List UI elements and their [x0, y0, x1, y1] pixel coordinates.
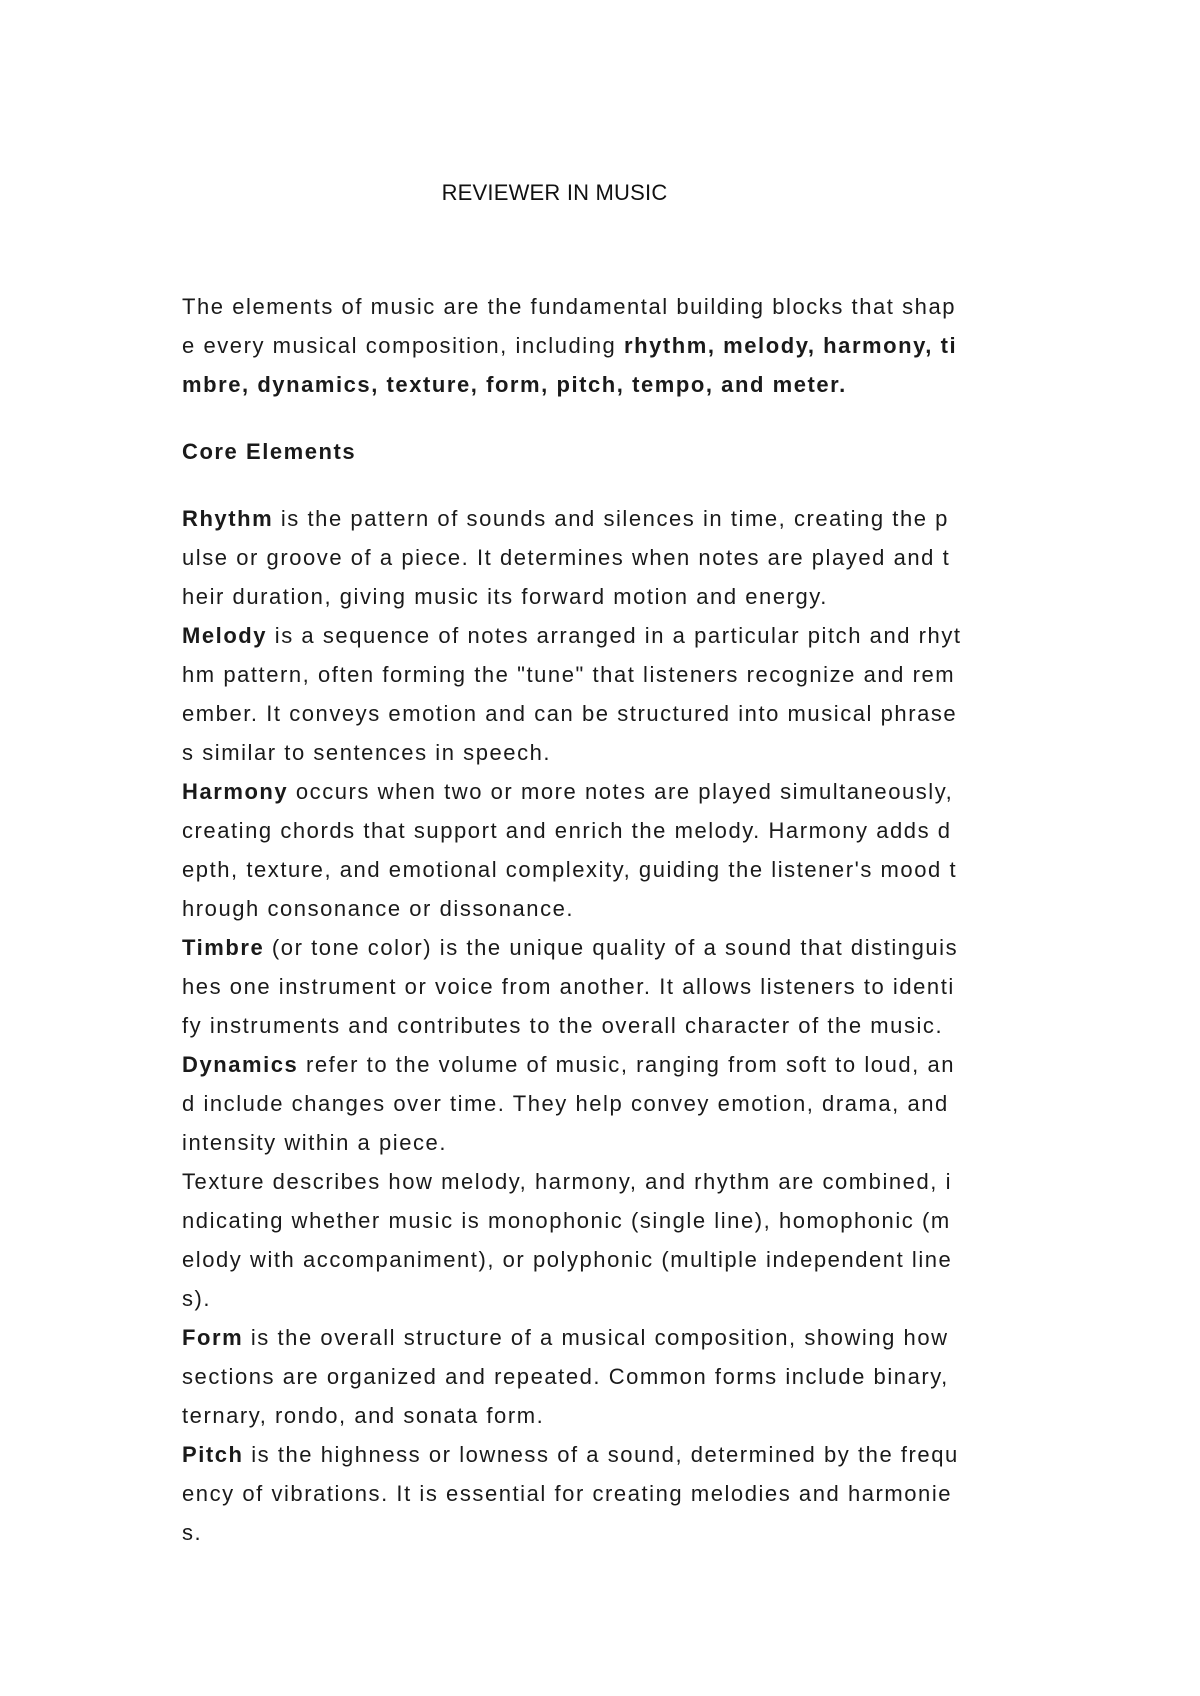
harmony-line-4: hrough consonance or dissonance.: [182, 896, 575, 921]
intro-line-2: [182, 333, 957, 359]
harmony-line-2: creating chords that support and enrich the melody. Harmony adds d: [182, 818, 952, 843]
harmony-text-1: occurs when two or more notes are played simultaneously,: [288, 779, 954, 804]
dynamics-line-1: [182, 1052, 955, 1078]
pitch-term: Pitch: [182, 1442, 244, 1467]
texture-line-1: Texture describes how melody, harmony, and rhythm are combined, i: [182, 1169, 953, 1194]
texture-line-3: elody with accompaniment), or polyphonic (multiple independent line: [182, 1247, 953, 1272]
dynamics-line-3: intensity within a piece.: [182, 1130, 447, 1155]
dynamics-line-2: d include changes over time. They help convey emotion, drama, and: [182, 1091, 949, 1116]
pitch-line-3: s.: [182, 1520, 203, 1545]
melody-line-3: ember. It conveys emotion and can be structured into musical phrase: [182, 701, 958, 726]
document-title: REVIEWER IN MUSIC: [441, 180, 668, 205]
rhythm-line-3: heir duration, giving music its forward motion and energy.: [182, 584, 828, 609]
section-heading-core-elements: Core Elements: [182, 439, 357, 464]
timbre-line-1: [182, 935, 958, 961]
rhythm-term: Rhythm: [182, 506, 274, 531]
rhythm-line-2: ulse or groove of a piece. It determines when notes are played and t: [182, 545, 951, 570]
rhythm-text-1: is the pattern of sounds and silences in time, creating the p: [273, 506, 949, 531]
dynamics-term: Dynamics: [182, 1052, 299, 1077]
harmony-line-3: epth, texture, and emotional complexity, guiding the listener's mood t: [182, 857, 958, 882]
form-text-1: is the overall structure of a musical composition, showing how: [243, 1325, 949, 1350]
form-line-3: ternary, rondo, and sonata form.: [182, 1403, 545, 1428]
texture-line-4: s).: [182, 1286, 212, 1311]
texture-line-2: ndicating whether music is monophonic (single line), homophonic (m: [182, 1208, 951, 1233]
pitch-text-1: is the highness or lowness of a sound, determined by the frequ: [243, 1442, 959, 1467]
intro-line-3: mbre, dynamics, texture, form, pitch, tempo, and meter.: [182, 372, 847, 397]
melody-line-1: [182, 623, 962, 649]
intro-text-1: The elements of music are the fundamental building blocks that shap: [182, 294, 957, 319]
rhythm-line-1: [182, 506, 949, 532]
harmony-line-1: [182, 779, 953, 805]
melody-text-1: is a sequence of notes arranged in a particular pitch and rhyt: [267, 623, 962, 648]
melody-line-2: hm pattern, often forming the "tune" that listeners recognize and rem: [182, 662, 956, 687]
timbre-line-2: hes one instrument or voice from another. It allows listeners to identi: [182, 974, 955, 999]
form-line-1: [182, 1325, 949, 1351]
melody-line-4: s similar to sentences in speech.: [182, 740, 552, 765]
harmony-term: Harmony: [182, 779, 289, 804]
intro-text-2: e every musical composition, including: [182, 333, 624, 358]
intro-line-1: [182, 294, 956, 320]
dynamics-text-1: refer to the volume of music, ranging from soft to loud, an: [298, 1052, 956, 1077]
form-line-2: sections are organized and repeated. Common forms include binary,: [182, 1364, 949, 1389]
timbre-term: Timbre: [182, 935, 265, 960]
form-term: Form: [182, 1325, 244, 1350]
timbre-line-3: fy instruments and contributes to the overall character of the music.: [182, 1013, 944, 1038]
pitch-line-2: ency of vibrations. It is essential for creating melodies and harmonie: [182, 1481, 953, 1506]
melody-term: Melody: [182, 623, 268, 648]
intro-elements-list: rhythm, melody, harmony, ti: [623, 333, 958, 358]
timbre-text-1: (or tone color) is the unique quality of a sound that distinguis: [264, 935, 959, 960]
pitch-line-1: [182, 1442, 959, 1468]
